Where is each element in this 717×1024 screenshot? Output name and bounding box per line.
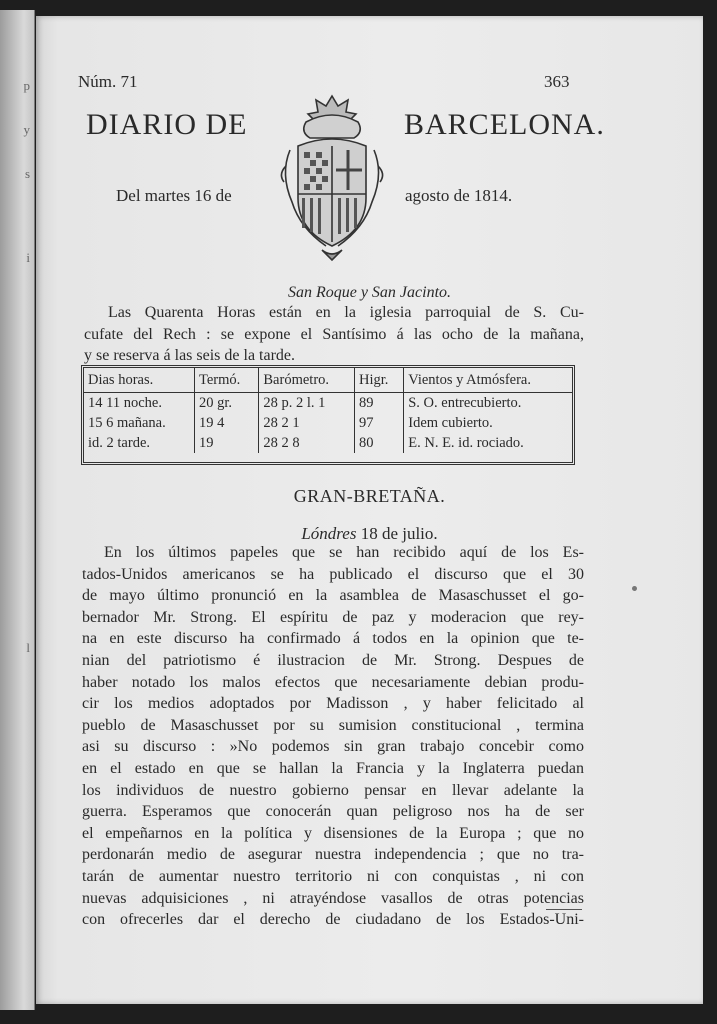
issue-date-right: agosto de 1814. [405,186,513,205]
article-line: bernador Mr. Strong. El espíritu de paz y moderacion que rey- [82,608,584,626]
barcelona-coat-of-arms-icon [276,90,388,266]
article-line: perdonarán medio de asegurar nuestra independencia ; que no tra- [82,846,584,864]
table-cell: 15 6 mañana. [88,414,166,431]
article-line: nian del patriotismo é ilustracion de Mr. Strong. Despues de [82,651,584,669]
table-cell: 28 2 1 [259,413,355,433]
article-line: el empeñarnos en la política y disensiones de la Europa ; que no [82,824,584,842]
col-dias-horas: Dias horas. [84,368,194,393]
weather-table-header [84,368,572,393]
saints-of-the-day: San Roque y San Jacinto. [287,284,452,301]
article-line: con ofrecerles dar el derecho de ciudadano de los Estados-Uni- [82,911,584,929]
table-cell: Idem cubierto. [404,413,572,433]
article-line: nuevas adquisiciones , ni atrayéndose vasallos de otras potencias [82,889,584,907]
masthead-title-left: DIARIO DE [86,108,248,141]
notice-line: y se reserva á las seis de la tarde. [84,347,296,365]
facing-page-fragment: s [24,166,30,181]
facing-page-fragment: y [23,122,30,137]
issue-number: Núm. 71 [78,72,138,91]
weather-table [81,365,575,465]
article-line: cir los medios adoptados por Madisson , y haber felicitado al [82,695,584,713]
table-cell: 14 11 noche. [88,394,162,411]
table-cell: S. O. entrecubierto. [404,393,572,414]
article-line: pueblo de Masaschusset por su sumision constitucional , termina [82,716,584,734]
col-barometro: Barómetro. [259,368,355,393]
facing-page-fragment: l [26,640,30,655]
table-cell: 28 2 8 [259,433,355,453]
col-termometro: Termó. [194,368,258,393]
article-line: tados-Unidos americanos se ha publicado el discurso que el 30 [82,565,584,583]
newspaper-page [36,16,703,1004]
table-cell: 80 [355,433,404,453]
table-cell: 97 [355,413,404,433]
paper-speck [632,586,637,591]
masthead-title-right: BARCELONA. [404,108,605,141]
article-line: asi su discurso : »No podemos sin gran trabajo concebir como [82,738,584,756]
catchword-rule [546,909,582,910]
table-row [84,413,572,433]
article-line: los individuos de nuestro gobierno pensar en llevar adelante la [82,781,584,799]
facing-page-fragment: p [23,78,30,93]
section-heading: GRAN-BRETAÑA. [293,486,446,506]
article-line: guerra. Esperamos que conocerán quan peligroso nos ha de ser [82,803,584,821]
article-line: tarán de aumentar nuestro territorio ni con conquistas , ni con [82,867,584,885]
table-cell: id. 2 tarde. [88,434,151,451]
table-row [84,433,572,453]
notice-line: cufate del Rech : se expone el Santísimo á las ocho de la mañana, [84,325,584,343]
article-place: Lóndres [301,524,357,543]
table-row [84,393,572,414]
article-dateline [36,524,703,544]
table-cell: 19 [194,433,258,453]
article-date: 18 de julio. [360,524,438,543]
notice-line: Las Quarenta Horas están en la iglesia parroquial de S. Cu- [108,304,584,321]
article-body [82,542,584,931]
table-cell: 89 [355,393,404,414]
article-line: en el estado en que se hallan la Francia y la Inglaterra puedan [82,759,584,777]
facing-page-edge [0,10,35,1010]
table-cell: 20 gr. [194,393,258,414]
table-cell: 28 p. 2 l. 1 [259,393,355,414]
article-line: haber notado los malos efectos que necesariamente debian produ- [82,673,584,691]
table-cell: E. N. E. id. rociado. [404,433,572,453]
table-cell: 19 4 [194,413,258,433]
col-higrometro: Higr. [355,368,404,393]
facing-page-fragment: i [26,250,30,265]
forty-hours-notice [84,302,584,367]
issue-date-left: Del martes 16 de [116,186,232,205]
article-line: de mayo último pronunció en la asamblea de Masaschusset el go- [82,587,584,605]
article-line: En los últimos papeles que se han recibido aquí de los Es- [104,544,584,561]
article-line: na en este discurso ha confirmado á todos en la opinion que te- [82,630,584,648]
page-number: 363 [544,72,570,91]
col-vientos: Vientos y Atmósfera. [404,368,572,393]
